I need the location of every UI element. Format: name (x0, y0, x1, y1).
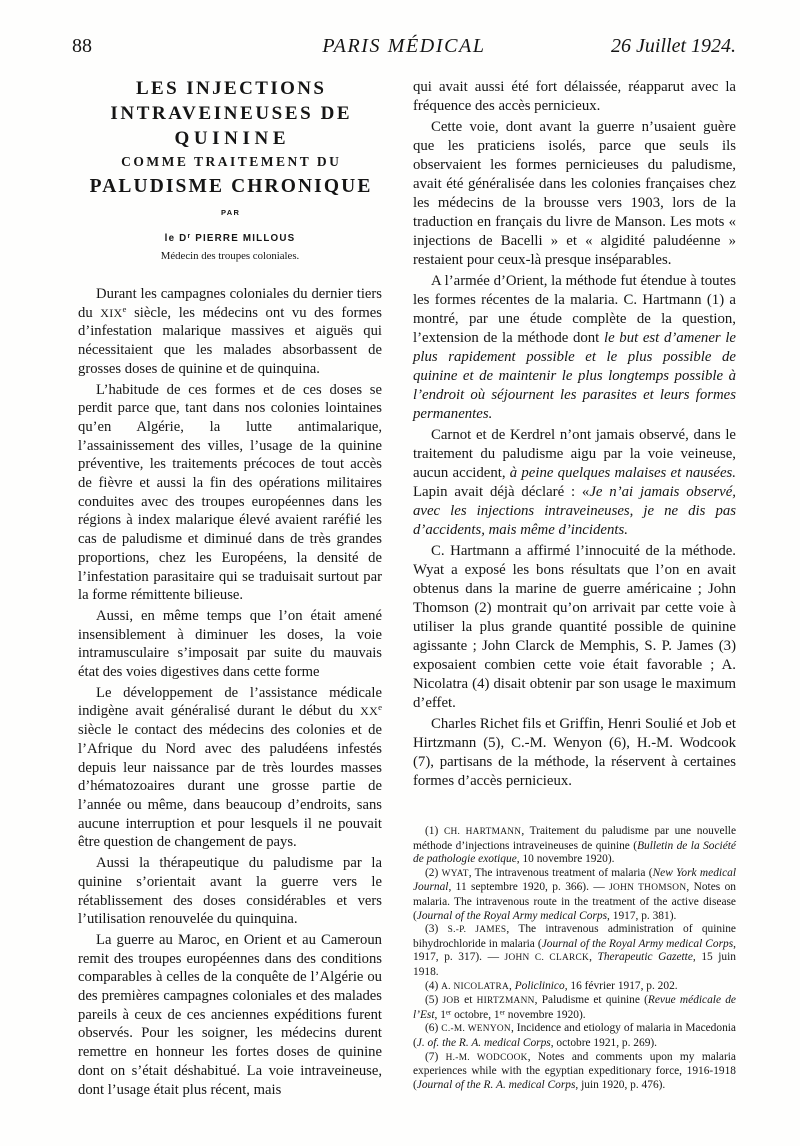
title-line-1: LES INJECTIONS (135, 78, 327, 99)
title-line-2: INTRAVEINEUSES DE (110, 103, 353, 124)
paragraph (413, 272, 736, 424)
paragraph: Charles Richet fils et Griffin, Henri Soulié et Job et Hirtzmann (5), C.-M. Wenyon (6), H.-M. Wodcook (7), partisans de la méthode, la réservent à certaines formes d’accès pernicieux. (413, 716, 736, 789)
footnote-number: (1) (425, 825, 444, 837)
italic-quote: Je n’ai jamais observé, avec les injections intraveineuses, je ne dis pas d’accidents, mais même d’incidents. (413, 484, 736, 538)
footnote-3 (413, 923, 736, 979)
text-run: , Paludisme et quinine ( (534, 994, 648, 1007)
text-run: A l’armée d’Orient, la méthode fut étendue à toutes les formes récentes de la malaria. C. Hartmann (1) a montré, par une étude complète de la question, l’extension de la méthode dont (413, 273, 736, 346)
text-run: , 15 juin 1918. (413, 951, 736, 978)
title-line-5: PALUDISME CHRONIQUE (89, 176, 373, 197)
text-run: , The intravenous administration of quinine bihydrochloride in malaria ( (413, 923, 736, 950)
text-run: , 11 septembre 1920, p. 366). — (448, 881, 610, 894)
journal-name: Policlinico (514, 979, 565, 992)
journal-name: J. of. the R. A. medical Corps (416, 1036, 551, 1049)
footnote-author: A. NICOLATRA (441, 981, 509, 992)
journal-name: Therapeutic Gazette (597, 951, 693, 964)
superscript: e (378, 702, 382, 713)
footnote-author: H.-M. WODCOOK (445, 1052, 528, 1063)
roman-numeral: XX (360, 704, 379, 719)
text-run: , 1 (434, 1008, 446, 1021)
paragraph-continued: qui avait aussi été fort délaissée, réapparut avec la fréquence des accès pernicieux. (413, 79, 736, 114)
text-run: Le développement de l’assistance médicale indigène avait généralisé durant le début du (78, 684, 382, 720)
right-body-text (413, 78, 736, 791)
footnote-number: (3) (425, 923, 448, 936)
text-run: novembre 1920). (504, 1008, 586, 1021)
footnote-author: WYAT (441, 868, 469, 879)
text-run: , 16 février 1917, p. 202. (564, 979, 678, 992)
running-header (72, 33, 736, 59)
paragraph: Cette voie, dont avant la guerre n’usaient guère que les praticiens isolés, parce que seuls ils observaient les formes pernicieuses du paludisme, avait été généralisée dans les colonies françaises chez les médecins de la brousse vers 1903, lors de la traduction en français du livre de Manson. Les mots « injections de Bacelli » et « algidité paludéenne » restaient pour ceux-là presque inséparables. (413, 119, 736, 268)
journal-name: Journal of the R. A. medical Corps (416, 1078, 576, 1091)
author-prefix: le D (164, 233, 188, 244)
footnote-author: HIRTZMANN (476, 996, 535, 1007)
text-run: octobre, 1 (451, 1008, 500, 1021)
footnote-author: JOB (442, 996, 460, 1007)
paragraph: Aussi, en même temps que l’on était amené insensiblement à diminuer les doses, la voie intramusculaire s’imposait par suite du mauvais état des voies digestives dans cette forme (78, 607, 382, 681)
text-run: et (459, 994, 477, 1007)
footnote-1 (413, 825, 736, 867)
superscript: e (122, 303, 127, 314)
text-run: , (509, 979, 515, 992)
text-run: siècle le contact des médecins des colonies et de l’Afrique du Nord avec des paludéens infestés depuis leur naissance par de très lourdes masses d’hématozoaires durant une grosse partie de l’année ou même, dans beaucoup d’endroits, sans aucune interruption et pour lesquels il ne pouvait être question de changement de pays. (78, 722, 382, 851)
footnote-author: C.-M. WENYON (441, 1024, 511, 1035)
right-column (413, 78, 736, 1092)
text-run: , 1917, p. 317). — (413, 937, 736, 964)
author-line (78, 233, 382, 245)
paragraph: La guerre au Maroc, en Orient et au Cameroun remit des troupes européennes dans des conditions comparables à celles de la conquête de l’Algérie ou des premières campagnes coloniales et des malades pareils à ceux de ces anciennes expéditions furent observés. Pour les soigner, les médecins durent remettre en honneur les fortes doses de quinine dont on s’était déshabitué. La voie intraveineuse, dont l’usage était plus récent, mais (78, 931, 382, 1098)
footnote-7 (413, 1051, 736, 1093)
footnote-number: (6) (425, 1022, 442, 1035)
footnote-author: JOHN THOMSON (609, 883, 687, 894)
text-run: , The intravenous treatment of malaria ( (468, 866, 653, 879)
byline-par: PAR (221, 208, 241, 217)
text-run: , Traitement du paludisme par une nouvelle méthode d’injections intraveineuses de quinine ( (413, 825, 736, 852)
title-line-3: QUININE (174, 128, 291, 149)
left-body-text (78, 285, 382, 1099)
footnote-number: (2) (425, 866, 442, 879)
footnote-author: CH. HARTMANN (443, 827, 522, 837)
subtitle-line: COMME TRAITEMENT DU (121, 154, 342, 169)
issue-date: 26 Juillet 1924. (611, 35, 736, 57)
text-run: , Notes on malaria. The intravenous route in the treatment of the active disease ( (413, 881, 736, 922)
article-title (78, 76, 382, 200)
text-run: , (589, 951, 598, 964)
journal-name: Journal of the Royal Army medical Corps (541, 937, 734, 950)
footnote-number: (4) (425, 979, 442, 992)
footnote-4 (413, 980, 736, 995)
page-number: 88 (72, 35, 92, 57)
footnote-number: (7) (425, 1050, 446, 1063)
paragraph (78, 285, 382, 379)
footnote-5 (413, 994, 736, 1022)
roman-numeral: XIX (100, 305, 123, 320)
journal-name: New York medical Journal (413, 866, 736, 894)
text-run: siècle, les médecins ont vu des formes d’infestation malarique massives et aiguës qui nécessitaient que les malades absorbassent de grosses doses de quinine et de quinquina. (78, 304, 382, 377)
journal-name: Bulletin de la Société de pathologie exotique (413, 839, 736, 866)
text-run: Lapin avait déjà déclaré : « (413, 484, 590, 500)
paragraph (78, 684, 382, 852)
italic-text: à peine quelques malaises et nausées. (509, 465, 736, 481)
journal-title: PARIS MÉDICAL (322, 35, 486, 57)
footnote-2 (413, 867, 736, 923)
text-run: , Notes and comments upon my malaria experiences while with the egyptian expeditionary force, 1916-1918 ( (413, 1050, 736, 1091)
footnote-number: (5) (425, 994, 443, 1007)
author-affiliation: Médecin des troupes coloniales. (160, 250, 300, 262)
footnote-author: JOHN C. CLARCK (504, 953, 590, 964)
left-column (78, 76, 382, 1099)
text-run: Carnot et de Kerdrel n’ont jamais observé, dans le traitement du paludisme aigu par la voie veineuse, aucun accident, (413, 427, 736, 481)
text-run: , 10 novembre 1920). (516, 853, 615, 866)
text-run: , 1917, p. 381). (607, 909, 677, 922)
paragraph: Aussi la thérapeutique du paludisme par la quinine s’orientait avant la guerre vers le rétablissement des doses considérables et vers l’utilisation renouvelée du quinquina. (78, 855, 382, 928)
author-prefix-superscript: r (187, 232, 192, 240)
text-run: , Incidence and etiology of malaria in Macedonia ( (413, 1022, 736, 1049)
footnote-author: S.-P. JAMES (447, 925, 507, 936)
italic-text: le but est d’amener le plus rapidement possible et le plus possible de quinine et de maintenir le plus longtemps possible à l’endroit où séjournent les parasites et leurs formes permanentes. (413, 330, 736, 422)
author-name: PIERRE MILLOUS (195, 233, 296, 244)
text-run: Durant les campagnes coloniales du dernier tiers du (78, 286, 382, 321)
text-run: , octobre 1921, p. 269). (550, 1036, 658, 1049)
footnote-6 (413, 1022, 736, 1050)
footnotes (413, 825, 736, 1092)
journal-name: Journal of the Royal Army medical Corps (416, 909, 608, 922)
paragraph: C. Hartmann a affirmé l’innocuité de la méthode. Wyat a exposé les bons résultats que l’on en avait obtenus dans la marine de guerre américaine ; John Thomson (2) montrait qu’on arrivait par cette voie à utiliser la plus grande quantité possible de quinine agissante ; John Clarck de Memphis, S. P. James (3) exposaient combien cette voie était favorable ; A. Nicolatra (4) disait obtenir par son usage le maximum d’effet. (413, 543, 736, 711)
superscript: er (445, 1008, 452, 1016)
superscript: er (499, 1008, 505, 1016)
paragraph (413, 426, 736, 540)
paragraph: L’habitude de ces formes et de ces doses se perdit parce que, tant dans nos colonies lointaines qu’en Algérie, la lutte antimalarique, l’assainissement des villes, l’usage de la quinine préventive, les traitements précoces de tout accès de fièvre et aussi la fin des opérations militaires conduites avec des troupes européennes dans les régions à index malarique élevé avaient raréfié les cas de paludisme et diminué dans de très grandes proportions, chez les Européens, la densité de l’infestation parasitaire qui se traduisait surtout par la forme rémittente bilieuse. (78, 381, 382, 604)
text-run: , juin 1920, p. 476). (575, 1078, 666, 1091)
journal-name: Revue médicale de l’Est (413, 994, 736, 1021)
